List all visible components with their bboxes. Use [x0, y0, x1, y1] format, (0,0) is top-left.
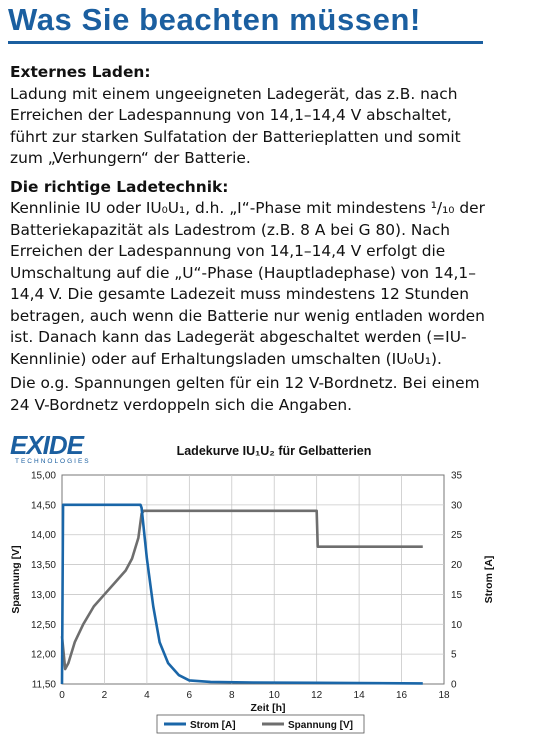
exide-logo-subtext: TECHNOLOGIES	[15, 458, 91, 465]
y2-tick-label: 20	[451, 560, 463, 572]
paragraph-ladetechnik: Kennlinie IU oder IU₀U₁, d.h. „I“-Phase mit mindestens ¹/₁₀ der Batteriekapazität als Ladestrom (z.B. 8 A bei G 80). Nach Erreichen der Ladespannung von 14,1–14,4 V erfolgt die Umschaltung auf die „U“-Phase (Hauptladephase) von 14,1–14,4 V. Die gesamte Ladezeit muss mindestens 12 Stunden betragen, auch wenn die Batterie nur wenig entladen worden ist. Danach kann das Ladegerät abgeschaltet werden (=IU-Kennlinie) oder auf Erhaltungsladen umschalten (IU₀U₁).	[10, 199, 485, 368]
x-tick-label: 12	[311, 690, 323, 701]
y-tick-label: 14,00	[30, 530, 56, 542]
x-axis-label: Zeit [h]	[250, 702, 286, 714]
x-tick-label: 4	[144, 690, 150, 701]
title-underline	[8, 41, 483, 44]
x-tick-label: 6	[186, 690, 193, 701]
y-tick-label: 11,50	[31, 679, 56, 691]
x-tick-label: 10	[268, 690, 280, 701]
y-axis-label: Spannung [V]	[10, 545, 22, 614]
y2-tick-label: 5	[451, 649, 457, 661]
y-tick-label: 14,50	[30, 500, 56, 512]
y-tick-label: 13,00	[30, 589, 56, 601]
chart-title: Ladekurve IU₁U₂ für Gelbatterien	[176, 444, 372, 458]
y2-tick-label: 25	[451, 530, 463, 542]
section-heading-ladetechnik: Die richtige Ladetechnik:	[10, 177, 229, 196]
y2-tick-label: 15	[451, 589, 463, 601]
y-tick-label: 13,50	[30, 560, 56, 572]
legend-label-spannung: Spannung [V]	[288, 720, 353, 731]
y-tick-label: 15,00	[30, 470, 56, 482]
y2-axis-label: Strom [A]	[483, 555, 495, 604]
x-tick-label: 8	[228, 690, 235, 701]
charging-curve-chart	[0, 428, 542, 751]
y-tick-label: 12,50	[30, 619, 56, 631]
x-tick-label: 0	[59, 690, 65, 701]
x-tick-label: 18	[438, 690, 450, 701]
exide-logo: EXIDE	[10, 430, 84, 460]
y2-tick-label: 0	[451, 679, 457, 691]
x-tick-label: 16	[395, 690, 408, 701]
paragraph-bordnetz: Die o.g. Spannungen gelten für ein 12 V-Bordnetz. Bei einem 24 V-Bordnetz verdoppeln sich die Angaben.	[10, 374, 480, 414]
x-tick-label: 14	[353, 690, 365, 701]
paragraph-externes-laden: Ladung mit einem ungeeigneten Ladegerät, das z.B. nach Erreichen der Ladespannung von 14,1–14,4 V abschaltet, führt zur starken Sulfatation der Batterieplatten und somit zum „Verhungern“ der Batterie.	[10, 84, 461, 167]
section-heading-externes-laden: Externes Laden:	[10, 63, 151, 81]
page-title: Was Sie beachten müssen!	[8, 2, 421, 37]
x-tick-label: 2	[101, 690, 108, 701]
legend-label-strom: Strom [A]	[190, 720, 236, 731]
y-tick-label: 12,00	[30, 649, 56, 661]
y2-tick-label: 30	[451, 500, 463, 512]
y2-tick-label: 10	[451, 619, 463, 631]
y2-tick-label: 35	[451, 470, 463, 482]
text-content	[10, 62, 490, 423]
